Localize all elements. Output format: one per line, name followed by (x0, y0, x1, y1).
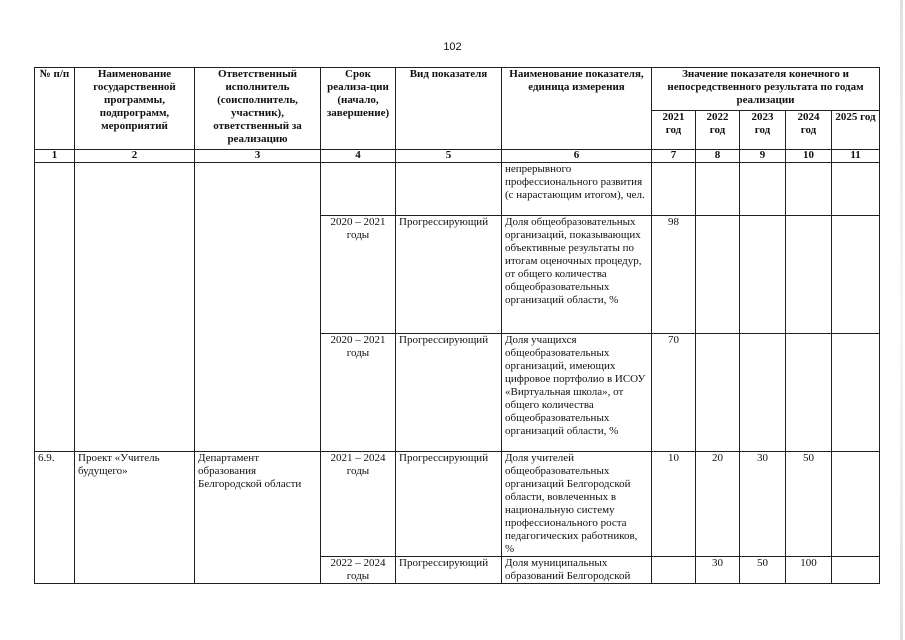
cell-name: Проект «Учитель будущего» (75, 452, 195, 584)
col-term-header: Срок реализа-ции (начало, завершение) (321, 68, 396, 150)
cell-value: 98 (652, 216, 696, 334)
col-number: 7 (652, 150, 696, 163)
year-header: 2023 год (740, 111, 786, 150)
cell-value (652, 163, 696, 216)
col-number: 8 (696, 150, 740, 163)
cell-type (396, 163, 502, 216)
scan-edge (900, 0, 903, 640)
cell-indicator: непрерывного профессионального развития (с нарастающим итогом), чел. (502, 163, 652, 216)
program-indicators-table (34, 67, 880, 584)
table-row (35, 163, 880, 216)
cell-executor: Департамент образования Белгородской области (195, 452, 321, 584)
cell-value: 30 (740, 452, 786, 557)
cell-num: 6.9. (35, 452, 75, 584)
cell-value (786, 334, 832, 452)
cell-value: 30 (696, 557, 740, 584)
cell-type: Прогрессирующий (396, 216, 502, 334)
year-header: 2021 год (652, 111, 696, 150)
year-header: 2025 год (832, 111, 880, 150)
cell-value: 20 (696, 452, 740, 557)
cell-value (652, 557, 696, 584)
cell-value (696, 216, 740, 334)
cell-term: 2022 – 2024 годы (321, 557, 396, 584)
cell-term: 2020 – 2021 годы (321, 334, 396, 452)
cell-indicator: Доля учащихся общеобразовательных организаций, имеющих цифровое портфолио в ИСОУ «Виртуальная школа», от общего количества общеобразовательных организаций области, % (502, 334, 652, 452)
page-number: 102 (443, 41, 462, 53)
cell-term (321, 163, 396, 216)
col-name-header: Наименование государственной программы, подпрограмм, мероприятий (75, 68, 195, 150)
col-num-header: № п/п (35, 68, 75, 150)
cell-indicator: Доля муниципальных образований Белгородской (502, 557, 652, 584)
column-numbers-row (35, 150, 880, 163)
cell-value (832, 557, 880, 584)
col-number: 4 (321, 150, 396, 163)
cell-term: 2020 – 2021 годы (321, 216, 396, 334)
header-row (35, 68, 880, 111)
col-number: 11 (832, 150, 880, 163)
cell-indicator: Доля учителей общеобразовательных организаций Белгородской области, вовлеченных в национальную систему профессионального роста педагогических работников, % (502, 452, 652, 557)
cell-type: Прогрессирующий (396, 334, 502, 452)
col-number: 6 (502, 150, 652, 163)
cell-value: 50 (786, 452, 832, 557)
cell-value (786, 163, 832, 216)
cell-value (832, 452, 880, 557)
cell-num (35, 163, 75, 452)
col-number: 1 (35, 150, 75, 163)
cell-value (832, 216, 880, 334)
cell-value (740, 334, 786, 452)
cell-indicator: Доля общеобразовательных организаций, показывающих объективные результаты по итогам оценочных процедур, от общего количества общеобразовательных организаций области, % (502, 216, 652, 334)
cell-value (696, 163, 740, 216)
cell-value: 50 (740, 557, 786, 584)
cell-executor (195, 163, 321, 452)
cell-name (75, 163, 195, 452)
cell-value (696, 334, 740, 452)
cell-value: 70 (652, 334, 696, 452)
col-number: 9 (740, 150, 786, 163)
year-header: 2022 год (696, 111, 740, 150)
col-number: 10 (786, 150, 832, 163)
cell-term: 2021 – 2024 годы (321, 452, 396, 557)
cell-value (832, 163, 880, 216)
cell-value (786, 216, 832, 334)
cell-type: Прогрессирующий (396, 452, 502, 557)
col-number: 3 (195, 150, 321, 163)
cell-value: 10 (652, 452, 696, 557)
year-header: 2024 год (786, 111, 832, 150)
col-executor-header: Ответственный исполнитель (соисполнитель, участник), ответственный за реализацию (195, 68, 321, 150)
cell-value (740, 216, 786, 334)
cell-value: 100 (786, 557, 832, 584)
col-indicator-header: Наименование показателя, единица измерения (502, 68, 652, 150)
col-number: 2 (75, 150, 195, 163)
cell-value (740, 163, 786, 216)
table-row (35, 452, 880, 557)
col-type-header: Вид показателя (396, 68, 502, 150)
col-number: 5 (396, 150, 502, 163)
col-values-group-header: Значение показателя конечного и непосредственного результата по годам реализации (652, 68, 880, 111)
cell-type: Прогрессирующий (396, 557, 502, 584)
cell-value (832, 334, 880, 452)
